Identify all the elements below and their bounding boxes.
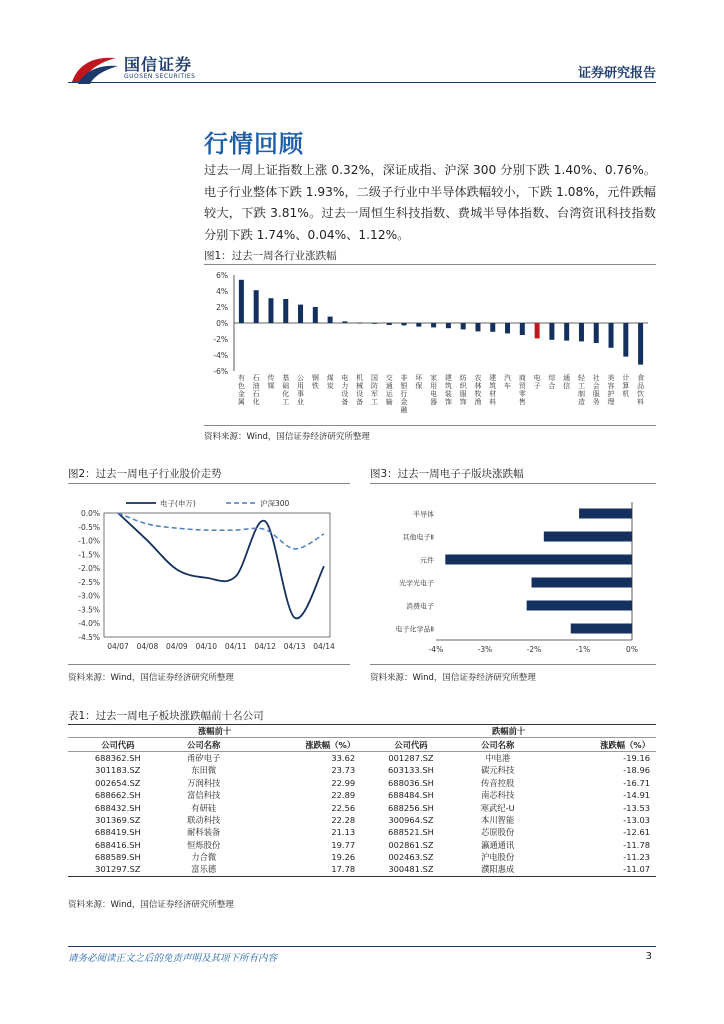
table-caption: 表1：过去一周电子板块涨跌幅前十名公司	[68, 710, 264, 722]
legend-label-csi300: 沪深300	[260, 499, 290, 508]
stock-code: 688484.SH	[388, 790, 434, 801]
pct-change: 33.62	[331, 752, 356, 763]
x-tick-label: -2%	[526, 645, 542, 654]
bar-机械设备	[357, 323, 362, 324]
header-divider	[68, 82, 656, 83]
bar-环保	[416, 323, 421, 327]
y-tick-label: -0.5%	[78, 522, 100, 532]
col-code: 公司代码	[68, 738, 168, 751]
y-category-label: 电子化学品Ⅱ	[395, 625, 434, 634]
stock-name: 芯原股份	[481, 827, 515, 838]
x-category-label: 电子	[533, 374, 541, 390]
table-row	[68, 839, 656, 851]
y-tick-label: -4%	[213, 351, 228, 360]
stock-code: 688036.SH	[388, 777, 434, 788]
bar-轻工制造	[579, 323, 584, 341]
x-tick-label: 04/13	[283, 642, 306, 651]
x-category-label: 轻工制造	[577, 374, 585, 406]
bar-汽车	[505, 323, 510, 333]
col-change: 涨跌幅（%）	[535, 738, 656, 751]
x-category-label: 食品饮料	[637, 374, 645, 406]
y-category-label: 半导体	[413, 510, 434, 519]
stock-code: 688521.SH	[388, 827, 434, 838]
stock-name: 万润科技	[187, 777, 221, 788]
stock-code: 688419.SH	[94, 827, 141, 838]
stock-name: 中电港	[485, 752, 511, 763]
bar-商贸零售	[520, 323, 525, 335]
stock-name: 力合微	[191, 852, 217, 863]
fig3-caption: 图3：过去一周电子子版块涨跌幅	[370, 468, 524, 480]
col-code: 公司代码	[361, 738, 461, 751]
brand-name-en: GUOSEN SECURITIES	[124, 73, 196, 80]
x-category-label: 计算机	[622, 374, 630, 398]
pct-change: 19.26	[331, 852, 356, 863]
guosen-logo-icon	[70, 52, 120, 86]
series-line-沪深300	[118, 513, 324, 549]
x-tick-label: -1%	[575, 645, 591, 654]
fig3-bottom-rule	[370, 664, 656, 665]
x-category-label: 美容护理	[607, 374, 615, 406]
stock-code: 002861.SZ	[388, 839, 434, 850]
x-category-label: 环保	[415, 374, 423, 390]
x-category-label: 非银行金融	[400, 374, 408, 414]
fig2-bottom-rule	[68, 664, 350, 665]
y-tick-label: -6%	[213, 367, 228, 376]
x-tick-label: -3%	[477, 645, 493, 654]
footer-divider	[68, 946, 656, 947]
x-category-label: 公用事业	[297, 374, 305, 406]
x-tick-label: 04/08	[136, 642, 159, 651]
stock-code: 002654.SZ	[95, 777, 141, 788]
y-tick-label: -4.5%	[78, 633, 100, 642]
bar-美容护理	[609, 323, 614, 348]
pct-change: 22.89	[331, 790, 356, 801]
bar-国防军工	[372, 323, 377, 324]
stock-name: 寒武纪-U	[480, 802, 515, 813]
section-title: 行情回顾	[204, 130, 304, 158]
stock-name: 富乐德	[168, 863, 240, 876]
bar-纺织服饰	[461, 323, 466, 329]
stock-code: 300481.SZ	[361, 863, 461, 876]
pct-change: -11.07	[535, 863, 656, 876]
bar-非银行金融	[402, 323, 407, 325]
stock-code: 300964.SZ	[388, 814, 434, 825]
stock-name: 沪电股份	[481, 852, 515, 863]
stock-name: 联动科技	[187, 814, 221, 825]
x-category-label: 煤炭	[326, 374, 334, 390]
pct-change: -12.61	[623, 827, 650, 838]
losers-label: 跌幅前十	[361, 725, 656, 738]
x-category-label: 综合	[548, 374, 556, 390]
bar-钢铁	[313, 307, 318, 323]
stock-name: 恒烁股份	[187, 839, 221, 850]
pct-change: -11.78	[623, 839, 650, 850]
bar-公用事业	[298, 305, 303, 323]
stock-code: 001287.SZ	[388, 752, 434, 763]
hbar-半导体	[579, 509, 632, 519]
y-category-label: 其他电子Ⅱ	[402, 533, 434, 542]
pct-change: 22.99	[331, 777, 356, 788]
bar-农林牧渔	[475, 323, 480, 331]
y-category-label: 元件	[420, 556, 434, 565]
x-category-label: 农林牧渔	[474, 374, 482, 406]
y-tick-label: -3.5%	[78, 605, 100, 615]
pct-change: -16.71	[623, 777, 650, 788]
fig1-caption-rule	[204, 264, 656, 265]
stock-name: 东田微	[191, 765, 217, 776]
hbar-光学光电子	[532, 578, 632, 588]
bar-计算机	[623, 323, 628, 357]
y-tick-label: -4.0%	[78, 619, 100, 629]
x-tick-label: 04/14	[313, 642, 335, 651]
x-category-label: 钢铁	[311, 374, 319, 390]
bar-综合	[549, 323, 554, 340]
x-category-label: 纺织服饰	[459, 374, 467, 406]
bar-通信	[564, 323, 569, 341]
x-category-label: 石油石化	[252, 374, 260, 406]
bar-电力设备	[342, 321, 347, 323]
x-category-label: 基础化工	[282, 374, 290, 406]
pct-change: -11.23	[623, 852, 650, 863]
y-tick-label: -1.0%	[78, 536, 100, 546]
fig1-source: 资料来源：Wind，国信证券经济研究所整理	[204, 432, 370, 442]
stock-code: 301369.SZ	[95, 814, 141, 825]
brand-name: 国信证券	[124, 55, 193, 74]
y-tick-label: 4%	[216, 287, 228, 296]
table-row	[68, 789, 656, 801]
industry-bar-chart	[204, 266, 656, 424]
bar-煤炭	[328, 317, 333, 323]
pct-change: 19.77	[331, 839, 356, 850]
pct-change: 22.56	[331, 802, 356, 813]
y-category-label: 光学光电子	[399, 579, 434, 588]
stock-code: 002463.SZ	[388, 852, 434, 863]
stock-name: 富信科技	[187, 790, 221, 801]
page-number: 3	[645, 951, 652, 962]
bar-交通运输	[387, 323, 392, 325]
x-category-label: 建筑装饰	[444, 374, 452, 406]
x-category-label: 建筑材料	[489, 374, 497, 406]
fig2-caption-rule	[68, 483, 350, 484]
stock-code: 301183.SZ	[95, 765, 141, 776]
subsector-bar-chart	[370, 494, 656, 660]
pct-change: -13.53	[623, 802, 650, 813]
pct-change: 21.13	[331, 827, 356, 838]
x-tick-label: 04/10	[195, 642, 218, 651]
y-tick-label: 0.0%	[80, 509, 100, 518]
table-row	[68, 764, 656, 776]
pct-change: -14.91	[623, 790, 650, 801]
pct-change: 23.73	[331, 765, 356, 776]
stock-name: 濮阳惠成	[461, 863, 535, 876]
bar-建筑材料	[490, 323, 495, 332]
x-category-label: 国防军工	[370, 374, 378, 406]
pct-change: 22.28	[331, 814, 356, 825]
gainers-label: 涨幅前十	[68, 725, 361, 738]
col-name: 公司名称	[461, 738, 535, 751]
stock-code: 688589.SH	[94, 852, 141, 863]
market-review-paragraph: 过去一周上证指数上涨 0.32%，深证成指、沪深 300 分别下跌 1.40%、0.76%。电子行业整体下跌 1.93%，二级子行业中半导体跌幅较小，下跌 1.08%，元件跌幅较大，下跌 3.81%。过去一周恒生科技指数、费城半导体指数、台湾资讯科技指数分别下跌 1.74%、0.04%、1.12%。	[204, 163, 656, 242]
pct-change: -19.16	[623, 752, 650, 763]
x-tick-label: 0%	[626, 645, 638, 654]
table-row	[68, 777, 656, 789]
y-tick-label: -2%	[213, 335, 228, 344]
report-type: 证券研究报告	[577, 66, 656, 81]
y-tick-label: -2.5%	[78, 577, 100, 587]
table-row	[68, 851, 656, 863]
x-category-label: 有色金属	[237, 374, 245, 406]
stock-code: 688362.SH	[94, 752, 141, 763]
hbar-电子化学品Ⅱ	[571, 624, 632, 634]
x-category-label: 交通运输	[385, 374, 393, 406]
stock-name: 瀛通通讯	[481, 839, 515, 850]
table-group-row	[68, 725, 656, 738]
x-tick-label: 04/07	[107, 642, 129, 651]
table-header-row	[68, 738, 656, 751]
stock-name: 甬矽电子	[187, 752, 221, 763]
table-source: 资料来源：Wind，国信证券经济研究所整理	[68, 900, 234, 910]
pct-change: 17.78	[240, 863, 361, 876]
bar-家用电器	[431, 323, 436, 327]
y-tick-label: -2.0%	[78, 564, 100, 574]
top-movers-table	[68, 724, 656, 877]
pct-change: -18.96	[623, 765, 650, 776]
bar-社会服务	[594, 323, 599, 343]
x-category-label: 电力设备	[341, 374, 349, 406]
fig3-source: 资料来源：Wind，国信证券经济研究所整理	[370, 673, 536, 683]
table-row	[68, 801, 656, 813]
col-change: 涨跌幅（%）	[240, 738, 361, 751]
x-tick-label: 04/12	[254, 642, 276, 651]
x-category-label: 社会服务	[592, 374, 600, 406]
y-category-label: 消费电子	[406, 602, 434, 611]
table-row	[68, 863, 656, 876]
stock-code: 688416.SH	[94, 839, 141, 850]
stock-code: 301297.SZ	[68, 863, 168, 876]
fig2-caption: 图2：过去一周电子行业股价走势	[68, 468, 222, 480]
pct-change: -13.03	[623, 814, 650, 825]
fig2-source: 资料来源：Wind，国信证券经济研究所整理	[68, 673, 234, 683]
stock-name: 本川智能	[481, 814, 515, 825]
stock-code: 603133.SH	[388, 765, 434, 776]
stock-code: 688256.SH	[388, 802, 434, 813]
bar-食品饮料	[638, 323, 643, 365]
stock-code: 688662.SH	[94, 790, 141, 801]
fig1-caption: 图1：过去一周各行业涨跌幅	[204, 250, 337, 262]
bar-基础化工	[283, 299, 288, 323]
y-tick-label: 0%	[216, 319, 228, 328]
hbar-其他电子Ⅱ	[544, 532, 632, 542]
x-category-label: 通信	[563, 374, 571, 390]
hbar-消费电子	[527, 601, 632, 611]
bar-电子	[535, 323, 540, 338]
legend-label-electronics: 电子(申万)	[160, 499, 196, 508]
series-line-电子(申万)	[118, 513, 324, 618]
x-category-label: 家用电器	[430, 374, 438, 406]
stock-name: 碳元科技	[481, 765, 515, 776]
x-tick-label: 04/09	[166, 642, 188, 651]
x-category-label: 汽车	[504, 374, 512, 390]
stock-name: 南芯科技	[481, 790, 515, 801]
stock-name: 有研硅	[191, 802, 217, 813]
y-tick-label: 6%	[216, 271, 228, 280]
x-tick-label: -4%	[428, 645, 444, 654]
table-row	[68, 814, 656, 826]
bar-传媒	[268, 298, 273, 323]
y-tick-label: -3.0%	[78, 591, 100, 601]
y-tick-label: 2%	[216, 303, 228, 312]
fig3-caption-rule	[370, 483, 656, 484]
hbar-元件	[445, 555, 632, 565]
table-row	[68, 751, 656, 764]
stock-name: 耐科装备	[187, 827, 221, 838]
x-category-label: 传媒	[267, 374, 275, 390]
table-row	[68, 826, 656, 838]
col-name: 公司名称	[168, 738, 240, 751]
electronics-trend-chart	[68, 494, 350, 660]
stock-code: 688432.SH	[94, 802, 141, 813]
disclaimer-text: 请务必阅读正文之后的免责声明及其项下所有内容	[68, 953, 278, 964]
x-category-label: 机械设备	[356, 374, 364, 406]
stock-name: 传音控股	[481, 777, 515, 788]
x-category-label: 商贸零售	[518, 374, 526, 406]
bar-建筑装饰	[446, 323, 451, 328]
bar-有色金属	[239, 280, 244, 323]
fig1-bottom-rule	[204, 425, 656, 426]
y-tick-label: -1.5%	[78, 550, 100, 560]
x-tick-label: 04/11	[224, 642, 247, 651]
bar-石油石化	[254, 290, 259, 323]
